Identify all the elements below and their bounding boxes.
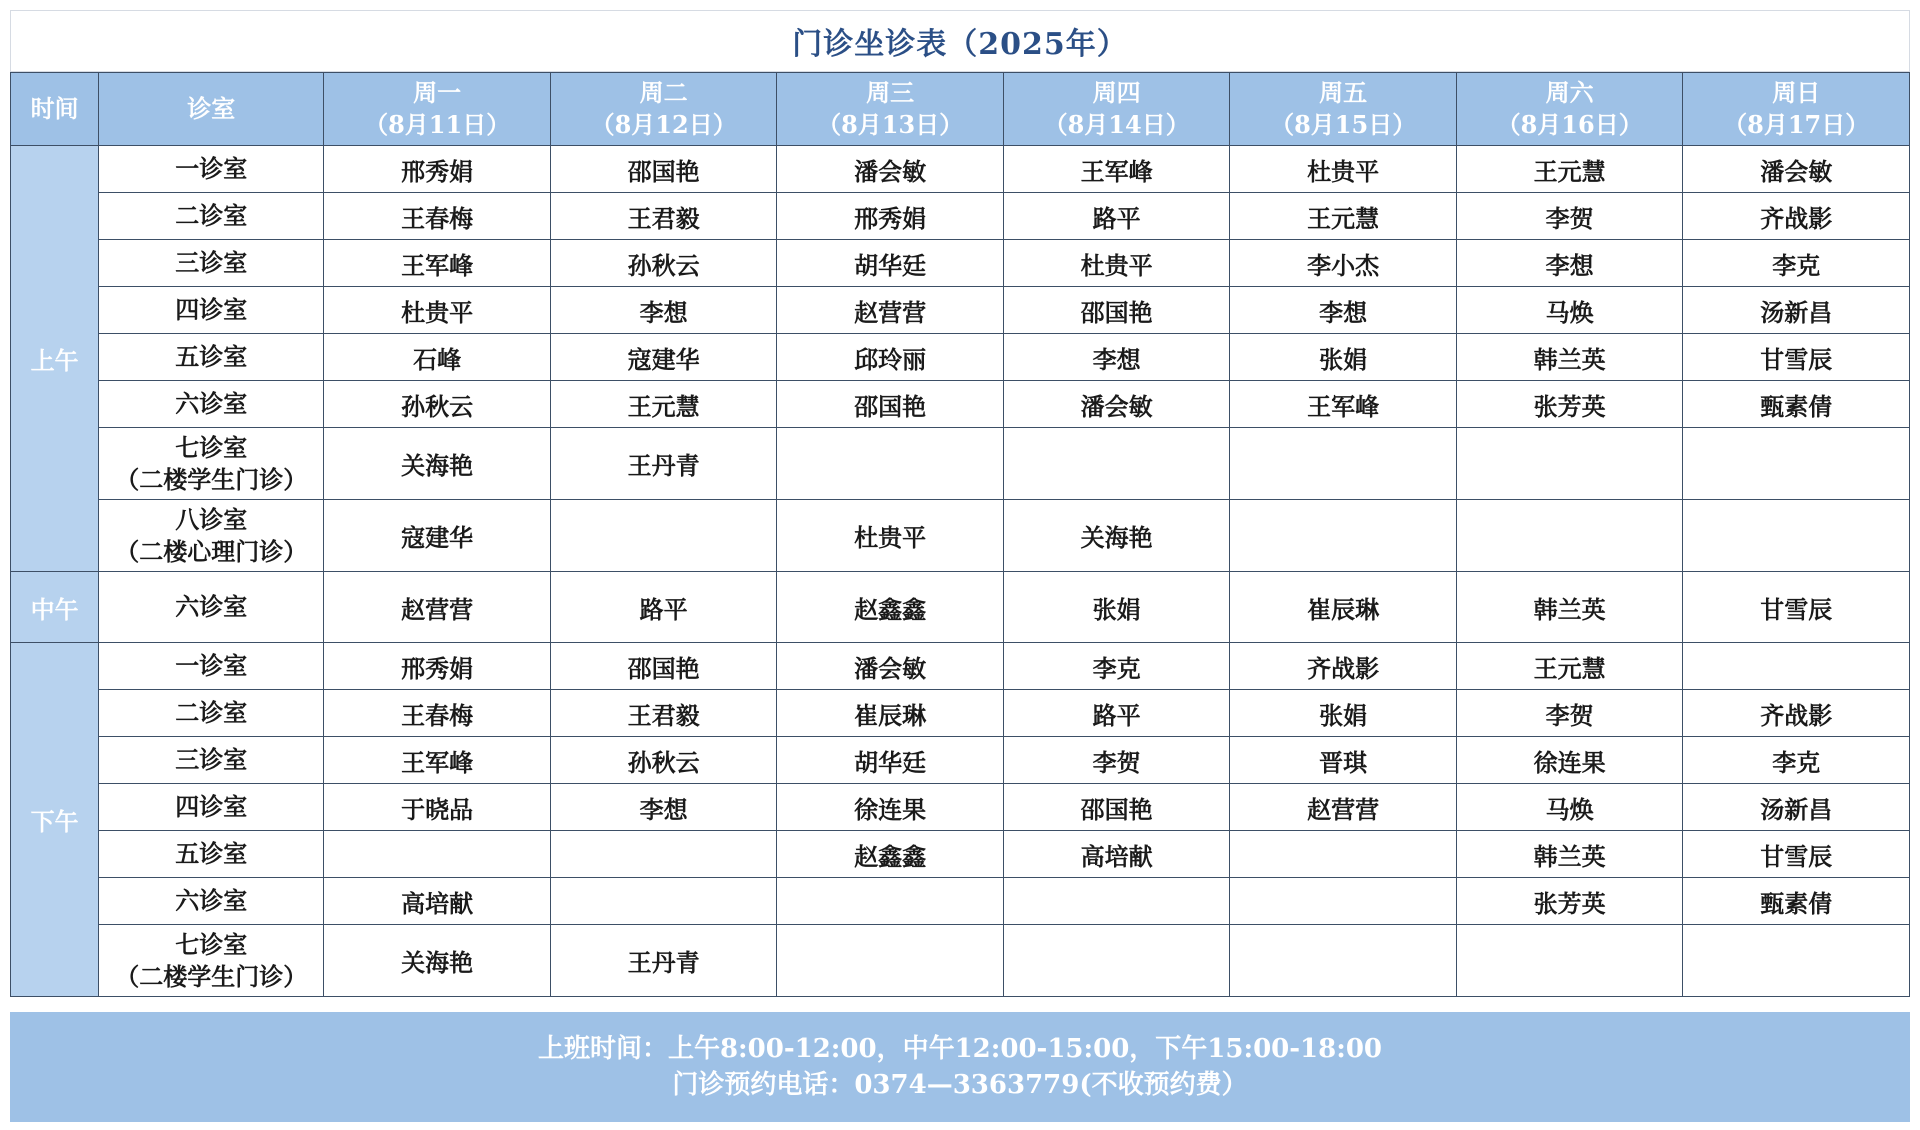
room-cell	[99, 500, 324, 572]
room-cell	[99, 287, 324, 334]
doctor-cell: 齐战影	[1230, 643, 1457, 690]
room-label: 五诊室	[175, 342, 248, 371]
doctor-cell: 王春梅	[324, 193, 551, 240]
doctor-cell	[1683, 925, 1910, 997]
doctor-cell	[777, 925, 1004, 997]
doctor-cell: 王春梅	[324, 690, 551, 737]
doctor-cell: 杜贵平	[1003, 240, 1230, 287]
doctor-cell: 李克	[1683, 240, 1910, 287]
room-label: 一诊室	[175, 651, 248, 680]
day-date: （8月13日）	[817, 110, 964, 139]
room-cell	[99, 334, 324, 381]
doctor-cell: 韩兰英	[1456, 334, 1683, 381]
doctor-cell: 寇建华	[324, 500, 551, 572]
room-cell	[99, 381, 324, 428]
doctor-cell	[1456, 428, 1683, 500]
doctor-cell: 张娟	[1230, 334, 1457, 381]
doctor-cell: 赵营营	[777, 287, 1004, 334]
doctor-cell	[777, 878, 1004, 925]
doctor-cell: 李想	[550, 287, 777, 334]
doctor-cell: 甘雪辰	[1683, 334, 1910, 381]
doctor-cell: 寇建华	[550, 334, 777, 381]
doctor-cell: 甄素倩	[1683, 878, 1910, 925]
room-label: 四诊室	[175, 295, 248, 324]
doctor-cell: 赵鑫鑫	[777, 831, 1004, 878]
room-label: 三诊室	[175, 745, 248, 774]
table-row	[11, 737, 1910, 784]
day-name: 周四	[1092, 78, 1141, 107]
doctor-cell	[1683, 643, 1910, 690]
doctor-cell: 王君毅	[550, 690, 777, 737]
doctor-cell	[1230, 831, 1457, 878]
doctor-cell: 赵鑫鑫	[777, 572, 1004, 643]
doctor-cell	[1683, 500, 1910, 572]
room-cell	[99, 572, 324, 643]
doctor-cell: 徐连果	[1456, 737, 1683, 784]
table-row	[11, 193, 1910, 240]
day-date: （8月16日）	[1496, 110, 1643, 139]
doctor-cell: 潘会敏	[1003, 381, 1230, 428]
footer-phone: 门诊预约电话：0374—3363779(不收预约费）	[672, 1070, 1248, 1100]
doctor-cell: 汤新昌	[1683, 784, 1910, 831]
doctor-cell: 王军峰	[324, 240, 551, 287]
doctor-cell	[324, 831, 551, 878]
doctor-cell: 张芳英	[1456, 878, 1683, 925]
doctor-cell: 杜贵平	[1230, 146, 1457, 193]
doctor-cell	[550, 878, 777, 925]
doctor-cell: 王丹青	[550, 925, 777, 997]
doctor-cell: 王丹青	[550, 428, 777, 500]
doctor-cell: 胡华廷	[777, 737, 1004, 784]
table-row	[11, 500, 1910, 572]
doctor-cell	[1683, 428, 1910, 500]
doctor-cell: 李克	[1683, 737, 1910, 784]
doctor-cell	[1230, 925, 1457, 997]
day-name: 周五	[1319, 78, 1368, 107]
doctor-cell	[1230, 428, 1457, 500]
doctor-cell: 孙秋云	[324, 381, 551, 428]
day-name: 周日	[1772, 78, 1821, 107]
table-row	[11, 146, 1910, 193]
header-time: 时间	[11, 73, 99, 146]
doctor-cell: 高培献	[324, 878, 551, 925]
doctor-cell: 韩兰英	[1456, 831, 1683, 878]
doctor-cell: 邵国艳	[1003, 287, 1230, 334]
doctor-cell: 徐连果	[777, 784, 1004, 831]
room-cell	[99, 428, 324, 500]
doctor-cell: 李小杰	[1230, 240, 1457, 287]
doctor-cell: 韩兰英	[1456, 572, 1683, 643]
doctor-cell: 崔辰琳	[1230, 572, 1457, 643]
table-row	[11, 784, 1910, 831]
room-label: 六诊室	[175, 389, 248, 418]
doctor-cell: 杜贵平	[324, 287, 551, 334]
room-label: 二诊室	[175, 201, 248, 230]
header-day	[1456, 73, 1683, 146]
room-cell	[99, 146, 324, 193]
header-room: 诊室	[99, 73, 324, 146]
doctor-cell	[1456, 925, 1683, 997]
day-name: 周三	[866, 78, 915, 107]
room-label: 七诊室	[175, 929, 248, 959]
room-label: 五诊室	[175, 839, 248, 868]
doctor-cell: 关海艳	[1003, 500, 1230, 572]
page-title: 门诊坐诊表（2025年）	[792, 27, 1128, 62]
room-label: 二诊室	[175, 698, 248, 727]
doctor-cell: 潘会敏	[1683, 146, 1910, 193]
doctor-cell: 齐战影	[1683, 690, 1910, 737]
table-row	[11, 381, 1910, 428]
doctor-cell: 李贺	[1456, 193, 1683, 240]
doctor-cell: 李想	[550, 784, 777, 831]
doctor-cell: 关海艳	[324, 925, 551, 997]
room-label: （二楼心理门诊）	[115, 536, 308, 566]
doctor-cell: 邢秀娟	[324, 146, 551, 193]
room-label: 一诊室	[175, 154, 248, 183]
table-row	[11, 925, 1910, 997]
doctor-cell: 于晓品	[324, 784, 551, 831]
doctor-cell: 路平	[550, 572, 777, 643]
doctor-cell: 王军峰	[1230, 381, 1457, 428]
header-day	[324, 73, 551, 146]
doctor-cell: 邵国艳	[550, 146, 777, 193]
doctor-cell: 王元慧	[1456, 146, 1683, 193]
doctor-cell: 张娟	[1003, 572, 1230, 643]
doctor-cell: 张娟	[1230, 690, 1457, 737]
doctor-cell: 张芳英	[1456, 381, 1683, 428]
table-row	[11, 643, 1910, 690]
period-label: 中午	[11, 572, 99, 643]
table-row	[11, 428, 1910, 500]
doctor-cell: 齐战影	[1683, 193, 1910, 240]
doctor-cell: 李贺	[1003, 737, 1230, 784]
doctor-cell: 邵国艳	[777, 381, 1004, 428]
header-day	[550, 73, 777, 146]
doctor-cell: 孙秋云	[550, 240, 777, 287]
doctor-cell: 潘会敏	[777, 146, 1004, 193]
header-day	[1683, 73, 1910, 146]
header-day	[777, 73, 1004, 146]
doctor-cell: 汤新昌	[1683, 287, 1910, 334]
table-row	[11, 334, 1910, 381]
doctor-cell	[1003, 925, 1230, 997]
doctor-cell: 李想	[1003, 334, 1230, 381]
day-date: （8月17日）	[1723, 110, 1870, 139]
schedule-table	[10, 72, 1910, 997]
day-date: （8月12日）	[590, 110, 737, 139]
doctor-cell: 崔辰琳	[777, 690, 1004, 737]
doctor-cell	[1456, 500, 1683, 572]
doctor-cell: 李想	[1230, 287, 1457, 334]
table-row	[11, 287, 1910, 334]
room-cell	[99, 193, 324, 240]
schedule-page	[10, 10, 1910, 1122]
room-cell	[99, 831, 324, 878]
doctor-cell: 甘雪辰	[1683, 831, 1910, 878]
doctor-cell: 杜贵平	[777, 500, 1004, 572]
footer-hours: 上班时间：上午8:00-12:00，中午12:00-15:00，下午15:00-18:00	[537, 1034, 1383, 1064]
doctor-cell: 甄素倩	[1683, 381, 1910, 428]
doctor-cell: 李克	[1003, 643, 1230, 690]
doctor-cell: 赵营营	[324, 572, 551, 643]
doctor-cell: 王元慧	[550, 381, 777, 428]
doctor-cell	[550, 831, 777, 878]
day-date: （8月11日）	[364, 110, 511, 139]
doctor-cell: 马焕	[1456, 784, 1683, 831]
room-label: 七诊室	[175, 432, 248, 462]
doctor-cell: 路平	[1003, 193, 1230, 240]
table-row	[11, 831, 1910, 878]
doctor-cell: 孙秋云	[550, 737, 777, 784]
room-cell	[99, 925, 324, 997]
doctor-cell: 邵国艳	[550, 643, 777, 690]
room-label: 六诊室	[175, 592, 248, 621]
room-label: （二楼学生门诊）	[115, 464, 308, 494]
doctor-cell	[1230, 500, 1457, 572]
doctor-cell: 胡华廷	[777, 240, 1004, 287]
schedule-body	[11, 146, 1910, 997]
doctor-cell: 马焕	[1456, 287, 1683, 334]
room-cell	[99, 240, 324, 287]
room-cell	[99, 690, 324, 737]
footer	[10, 1012, 1910, 1122]
doctor-cell	[1003, 878, 1230, 925]
table-row	[11, 878, 1910, 925]
doctor-cell	[550, 500, 777, 572]
header-day	[1003, 73, 1230, 146]
doctor-cell: 王军峰	[1003, 146, 1230, 193]
room-cell	[99, 878, 324, 925]
day-date: （8月14日）	[1043, 110, 1190, 139]
room-cell	[99, 737, 324, 784]
doctor-cell: 晋琪	[1230, 737, 1457, 784]
doctor-cell: 高培献	[1003, 831, 1230, 878]
doctor-cell: 王元慧	[1230, 193, 1457, 240]
doctor-cell: 石峰	[324, 334, 551, 381]
room-label: 六诊室	[175, 886, 248, 915]
doctor-cell: 邢秀娟	[324, 643, 551, 690]
table-row	[11, 240, 1910, 287]
doctor-cell: 关海艳	[324, 428, 551, 500]
table-row	[11, 572, 1910, 643]
doctor-cell: 甘雪辰	[1683, 572, 1910, 643]
doctor-cell: 潘会敏	[777, 643, 1004, 690]
room-label: 三诊室	[175, 248, 248, 277]
doctor-cell: 赵营营	[1230, 784, 1457, 831]
doctor-cell: 王军峰	[324, 737, 551, 784]
doctor-cell: 王君毅	[550, 193, 777, 240]
doctor-cell	[1003, 428, 1230, 500]
day-name: 周六	[1545, 78, 1594, 107]
period-label: 下午	[11, 643, 99, 997]
room-label: 四诊室	[175, 792, 248, 821]
day-date: （8月15日）	[1270, 110, 1417, 139]
room-cell	[99, 784, 324, 831]
doctor-cell	[777, 428, 1004, 500]
table-row	[11, 690, 1910, 737]
title-bar	[10, 10, 1910, 72]
header-day	[1230, 73, 1457, 146]
doctor-cell: 李贺	[1456, 690, 1683, 737]
doctor-cell: 邵国艳	[1003, 784, 1230, 831]
doctor-cell	[1230, 878, 1457, 925]
day-name: 周二	[639, 78, 688, 107]
doctor-cell: 王元慧	[1456, 643, 1683, 690]
table-header-row	[11, 73, 1910, 146]
doctor-cell: 路平	[1003, 690, 1230, 737]
period-label: 上午	[11, 146, 99, 572]
doctor-cell: 邢秀娟	[777, 193, 1004, 240]
room-label: 八诊室	[175, 504, 248, 534]
room-label: （二楼学生门诊）	[115, 961, 308, 991]
day-name: 周一	[413, 78, 462, 107]
room-cell	[99, 643, 324, 690]
doctor-cell: 李想	[1456, 240, 1683, 287]
doctor-cell: 邱玲丽	[777, 334, 1004, 381]
